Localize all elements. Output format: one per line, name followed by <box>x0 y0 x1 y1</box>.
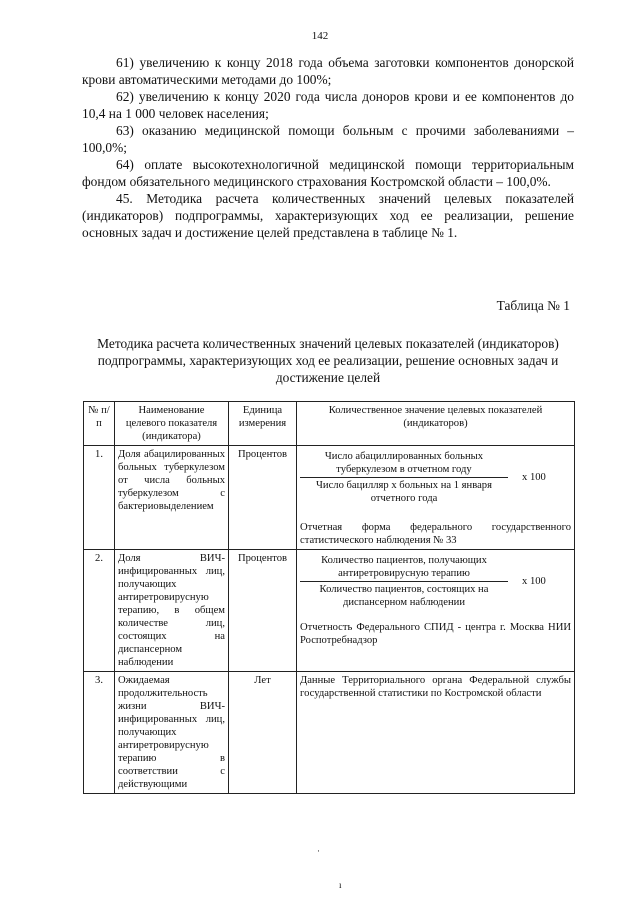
table-header-row <box>84 402 575 446</box>
header-unit: Единица измерения <box>229 402 297 446</box>
page-number: 142 <box>311 30 329 42</box>
value-cell <box>297 550 575 672</box>
formula-numerator: Количество пациентов, получающих антиретровирусную терапию <box>300 554 508 582</box>
formula-multiplier: х 100 <box>522 576 546 587</box>
indicator-name: Ожидаемая продолжительность жизни ВИЧ-инфицированных лиц, получающих антиретровирусную терапию в соответствии с действующими <box>115 672 229 794</box>
indicators-table <box>83 401 575 794</box>
header-num: № п/п <box>84 402 115 446</box>
indicator-name: Доля абацилированных больных туберкулезом от числа больных туберкулезом с бактериовыделением <box>115 446 229 550</box>
body-text <box>82 54 574 241</box>
table-title: Методика расчета количественных значений целевых показателей (индикаторов) подпрограммы, характеризующих ход ее реализации, решение основных задач и достижение целей <box>97 336 559 385</box>
section-paragraph: 45. Методика расчета количественных значений целевых показателей (индикаторов) подпрограммы, характеризующих ход ее реализации, решение основных задач и достижение целей представлена в таблице № 1. <box>82 191 574 240</box>
unit-cell: Процентов <box>229 550 297 672</box>
formula-numerator: Число абациллированных больных туберкулезом в отчетном году <box>300 450 508 478</box>
value-cell <box>297 446 575 550</box>
formula <box>300 450 571 505</box>
formula-multiplier: х 100 <box>522 472 546 483</box>
table-number: Таблица № 1 <box>496 298 570 313</box>
formula-denominator: Количество пациентов, состоящих на диспансерном наблюдении <box>319 584 489 608</box>
list-item: 63) оказанию медицинской помощи больным с прочими заболеваниями – 100,0%; <box>82 123 574 155</box>
scan-mark: ı <box>339 880 342 890</box>
data-source: Отчетность Федерального СПИД - центра г. Москва НИИ Роспотребнадзор <box>300 622 571 646</box>
data-source: Отчетная форма федерального государственного статистического наблюдения № 33 <box>300 522 571 546</box>
table-row <box>84 446 575 550</box>
list-item: 62) увеличению к концу 2020 года числа доноров крови и ее компонентов до 10,4 на 1 000 человек населения; <box>82 89 574 121</box>
row-number: 2. <box>84 550 115 672</box>
unit-cell: Процентов <box>229 446 297 550</box>
table-row <box>84 672 575 794</box>
table-row <box>84 550 575 672</box>
formula-denominator: Число бацилляр х больных на 1 января отчетного года <box>316 480 492 504</box>
value-cell: Данные Территориального органа Федеральной службы государственной статистики по Костромской области <box>297 672 575 794</box>
header-value: Количественное значение целевых показателей (индикаторов) <box>297 402 575 446</box>
list-item: 64) оплате высокотехнологичной медицинской помощи территориальным фондом обязательного медицинского страхования Костромской области – 100,0%. <box>82 157 574 189</box>
unit-cell: Лет <box>229 672 297 794</box>
indicator-name: Доля ВИЧ-инфицированных лиц, получающих антиретровирусную терапию, в общем количестве лиц, состоящих на диспансерном наблюдении <box>115 550 229 672</box>
row-number: 3. <box>84 672 115 794</box>
header-name: Наименование целевого показателя (индикатора) <box>115 402 229 446</box>
scan-mark: · <box>317 846 320 856</box>
formula <box>300 554 571 609</box>
list-item: 61) увеличению к концу 2018 года объема заготовки компонентов донорской крови автоматическими методами до 100%; <box>82 55 574 87</box>
row-number: 1. <box>84 446 115 550</box>
